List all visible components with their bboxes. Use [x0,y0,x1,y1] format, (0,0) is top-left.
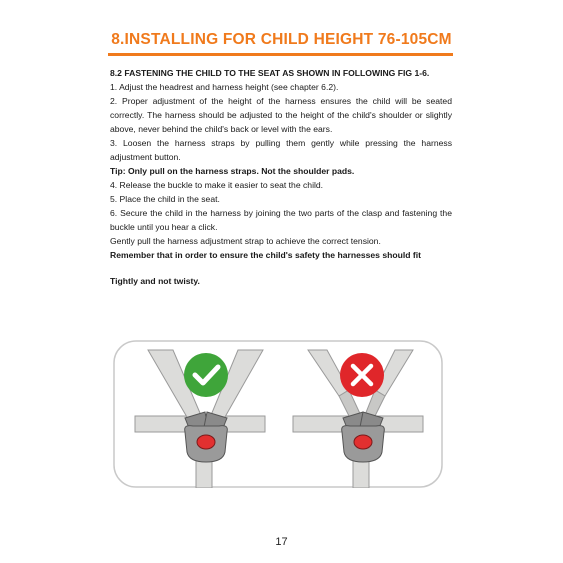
safety-warning-end: Tightly and not twisty. [110,276,200,286]
harness-figure [113,340,443,488]
tension-note: Gently pull the harness adjustment strap to achieve the correct tension. [110,236,381,246]
step-4: 4. Release the buckle to make it easier to seat the child. [110,180,324,190]
safety-warning: Remember that in order to ensure the child's safety the harnesses should fit [110,250,422,260]
step-5: 5. Place the child in the seat. [110,194,220,204]
step-3: 3. Loosen the harness straps by pulling them gently while pressing the harness adjustment button. [110,138,452,162]
page-number: 17 [275,536,288,548]
tip-text: Tip: Only pull on the harness straps. Not the shoulder pads. [110,166,355,176]
title-underline [108,53,453,56]
step-2: 2. Proper adjustment of the height of the harness ensures the child will be seated correctly. The harness should be adjusted to the height of the child's shoulder or slightly above, never behind the child's back or level with the ears. [110,96,452,134]
step-1: 1. Adjust the headrest and harness height (see chapter 6.2). [110,82,339,92]
section-heading: 8.2 FASTENING THE CHILD TO THE SEAT AS SHOWN IN FOLLOWING FIG 1-6. [110,68,430,78]
page-title: 8.INSTALLING FOR CHILD HEIGHT 76-105CM [111,31,452,48]
step-6: 6. Secure the child in the harness by joining the two parts of the clasp and fastening the buckle until you hear a click. [110,208,452,232]
check-icon [184,353,228,397]
body-text [110,66,452,288]
